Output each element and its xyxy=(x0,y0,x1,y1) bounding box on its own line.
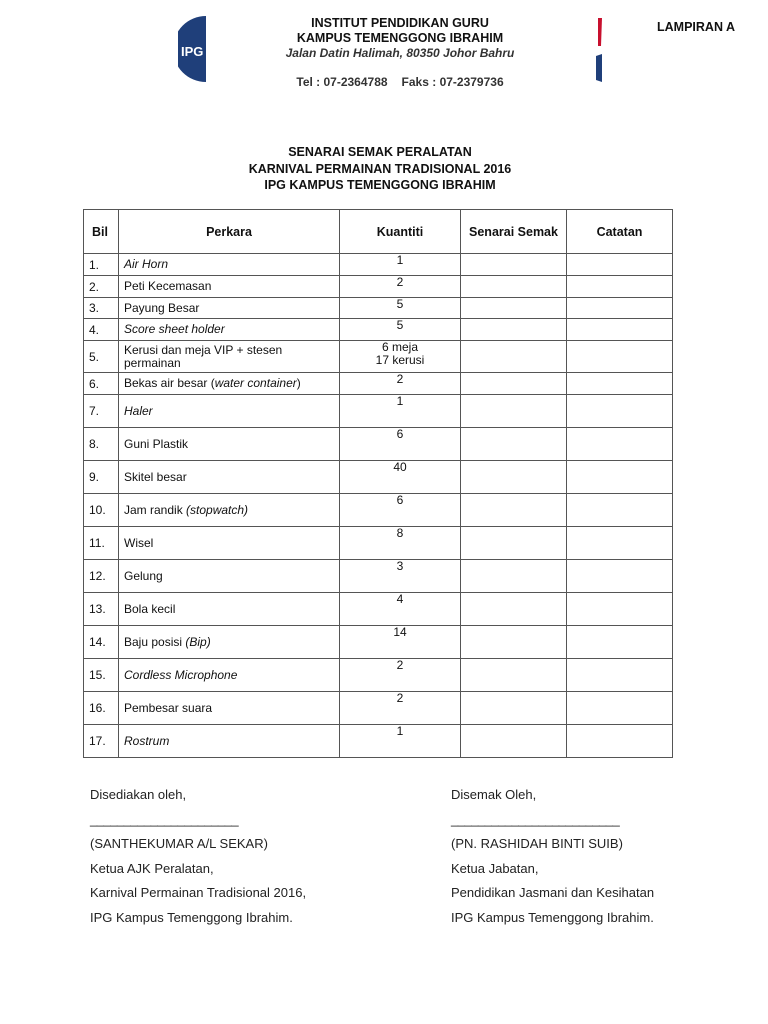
ipg-logo xyxy=(178,16,206,82)
table-row xyxy=(84,428,673,461)
check-cell[interactable] xyxy=(461,692,567,725)
item-name: Skitel besar xyxy=(119,461,340,494)
table-row xyxy=(84,494,673,527)
item-name: Guni Plastik xyxy=(119,428,340,461)
item-name: Bola kecil xyxy=(119,593,340,626)
quantity-chairs: 17 kerusi xyxy=(375,353,425,367)
institution-address: Jalan Datin Halimah, 80350 Johor Bahru xyxy=(285,46,515,60)
table-row xyxy=(84,341,673,373)
item-quantity: 5 xyxy=(340,319,461,341)
prepared-by-block xyxy=(90,783,306,931)
item-quantity: 6 xyxy=(340,494,461,527)
item-name: Gelung xyxy=(119,560,340,593)
table-row xyxy=(84,395,673,428)
table-row xyxy=(84,593,673,626)
table-row xyxy=(84,527,673,560)
check-cell[interactable] xyxy=(461,428,567,461)
item-quantity: 40 xyxy=(340,461,461,494)
header-senarai-semak: Senarai Semak xyxy=(461,210,567,254)
title-line-1: SENARAI SEMAK PERALATAN xyxy=(288,145,472,159)
item-name: Payung Besar xyxy=(119,298,340,319)
item-quantity xyxy=(340,341,461,373)
header-kuantiti: Kuantiti xyxy=(340,210,461,254)
item-name: Air Horn xyxy=(119,254,340,276)
item-quantity: 1 xyxy=(340,725,461,758)
checked-by-block xyxy=(451,783,654,931)
notes-cell[interactable] xyxy=(567,626,673,659)
checked-signature-line: _________________________ xyxy=(451,811,620,827)
row-number: 6. xyxy=(84,373,119,395)
contact-line xyxy=(230,75,570,90)
table-row xyxy=(84,298,673,319)
row-number: 15. xyxy=(84,659,119,692)
notes-cell[interactable] xyxy=(567,527,673,560)
item-name-italic: (stopwatch) xyxy=(186,502,249,517)
item-quantity: 2 xyxy=(340,692,461,725)
institution-header xyxy=(230,16,570,90)
table-row xyxy=(84,319,673,341)
check-cell[interactable] xyxy=(461,298,567,319)
item-name: Kerusi dan meja VIP + stesen permainan xyxy=(119,341,340,373)
check-cell[interactable] xyxy=(461,725,567,758)
table-row xyxy=(84,659,673,692)
row-number: 12. xyxy=(84,560,119,593)
notes-cell[interactable] xyxy=(567,461,673,494)
row-number: 14. xyxy=(84,626,119,659)
row-number: 7. xyxy=(84,395,119,428)
item-quantity: 2 xyxy=(340,373,461,395)
campus-name: KAMPUS TEMENGGONG IBRAHIM xyxy=(296,31,504,45)
item-name: Rostrum xyxy=(119,725,340,758)
item-name: Wisel xyxy=(119,527,340,560)
checked-by-org: IPG Kampus Temenggong Ibrahim. xyxy=(451,909,654,925)
check-cell[interactable] xyxy=(461,341,567,373)
item-quantity: 1 xyxy=(340,395,461,428)
notes-cell[interactable] xyxy=(567,494,673,527)
item-name xyxy=(119,373,340,395)
checked-by-name: (PN. RASHIDAH BINTI SUIB) xyxy=(451,836,623,852)
item-quantity: 5 xyxy=(340,298,461,319)
row-number: 10. xyxy=(84,494,119,527)
table-row xyxy=(84,692,673,725)
prepared-by-position: Ketua AJK Peralatan, xyxy=(90,860,214,876)
prepared-by-label: Disediakan oleh, xyxy=(90,787,187,802)
item-quantity: 4 xyxy=(340,593,461,626)
row-number: 4. xyxy=(84,319,119,341)
check-cell[interactable] xyxy=(461,659,567,692)
check-cell[interactable] xyxy=(461,494,567,527)
item-name-prefix: Baju posisi xyxy=(124,634,186,649)
item-name-italic: (Bip) xyxy=(185,634,211,649)
check-cell[interactable] xyxy=(461,593,567,626)
check-cell[interactable] xyxy=(461,560,567,593)
item-quantity: 2 xyxy=(340,276,461,298)
table-row xyxy=(84,725,673,758)
attachment-label: LAMPIRAN A xyxy=(657,20,736,34)
item-quantity: 6 xyxy=(340,428,461,461)
item-quantity: 8 xyxy=(340,527,461,560)
item-name: Haler xyxy=(119,395,340,428)
check-cell[interactable] xyxy=(461,319,567,341)
checked-by-label: Disemak Oleh, xyxy=(451,787,537,802)
item-name: Pembesar suara xyxy=(119,692,340,725)
notes-cell[interactable] xyxy=(567,692,673,725)
notes-cell[interactable] xyxy=(567,428,673,461)
notes-cell[interactable] xyxy=(567,341,673,373)
row-number: 13. xyxy=(84,593,119,626)
row-number: 5. xyxy=(84,341,119,373)
item-name xyxy=(119,494,340,527)
notes-cell[interactable] xyxy=(567,725,673,758)
title-line-3: IPG KAMPUS TEMENGGONG IBRAHIM xyxy=(264,178,496,192)
row-number: 16. xyxy=(84,692,119,725)
notes-cell[interactable] xyxy=(567,298,673,319)
check-cell[interactable] xyxy=(461,276,567,298)
item-quantity: 2 xyxy=(340,659,461,692)
check-cell[interactable] xyxy=(461,626,567,659)
check-cell[interactable] xyxy=(461,395,567,428)
table-row xyxy=(84,373,673,395)
table-row xyxy=(84,560,673,593)
notes-cell[interactable] xyxy=(567,593,673,626)
item-quantity: 14 xyxy=(340,626,461,659)
emblem-logo xyxy=(596,16,606,82)
header-perkara: Perkara xyxy=(119,210,340,254)
row-number: 2. xyxy=(84,276,119,298)
notes-cell[interactable] xyxy=(567,276,673,298)
checked-by-position: Ketua Jabatan, xyxy=(451,860,539,876)
check-cell[interactable] xyxy=(461,461,567,494)
notes-cell[interactable] xyxy=(567,395,673,428)
notes-cell[interactable] xyxy=(567,373,673,395)
quantity-tables: 6 meja xyxy=(381,340,419,354)
fax: Faks : 07-2379736 xyxy=(401,75,504,89)
prepared-by-name: (SANTHEKUMAR A/L SEKAR) xyxy=(90,836,268,852)
equipment-checklist-table xyxy=(83,209,673,758)
item-quantity: 3 xyxy=(340,560,461,593)
item-name-suffix: ) xyxy=(296,376,301,390)
row-number: 9. xyxy=(84,461,119,494)
check-cell[interactable] xyxy=(461,254,567,276)
check-cell[interactable] xyxy=(461,373,567,395)
document-title xyxy=(150,144,610,194)
notes-cell[interactable] xyxy=(567,659,673,692)
item-name-prefix: Jam randik xyxy=(124,502,187,517)
header-bil: Bil xyxy=(84,210,119,254)
prepared-by-event: Karnival Permainan Tradisional 2016, xyxy=(90,885,307,901)
prepared-signature-line: ______________________ xyxy=(90,811,239,827)
notes-cell[interactable] xyxy=(567,319,673,341)
table-row xyxy=(84,461,673,494)
table-row xyxy=(84,276,673,298)
table-row xyxy=(84,626,673,659)
item-name xyxy=(119,626,340,659)
notes-cell[interactable] xyxy=(567,560,673,593)
check-cell[interactable] xyxy=(461,527,567,560)
institution-name: INSTITUT PENDIDIKAN GURU xyxy=(311,16,489,30)
row-number: 3. xyxy=(84,298,119,319)
row-number: 11. xyxy=(84,527,119,560)
item-name-italic: water container xyxy=(214,376,297,390)
row-number: 1. xyxy=(84,254,119,276)
item-name-prefix: Bekas air besar ( xyxy=(124,376,215,390)
title-line-2: KARNIVAL PERMAINAN TRADISIONAL 2016 xyxy=(248,161,512,176)
prepared-by-org: IPG Kampus Temenggong Ibrahim. xyxy=(90,909,293,925)
table-header-row xyxy=(84,210,673,254)
item-name: Cordless Microphone xyxy=(119,659,340,692)
row-number: 17. xyxy=(84,725,119,758)
table-row xyxy=(84,254,673,276)
checked-by-dept: Pendidikan Jasmani dan Kesihatan xyxy=(451,885,655,901)
telephone: Tel : 07-2364788 xyxy=(296,75,388,89)
item-name: Score sheet holder xyxy=(119,319,340,341)
row-number: 8. xyxy=(84,428,119,461)
item-name: Peti Kecemasan xyxy=(119,276,340,298)
item-quantity: 1 xyxy=(340,254,461,276)
notes-cell[interactable] xyxy=(567,254,673,276)
ipg-logo-text: IPG xyxy=(181,44,204,59)
header-catatan: Catatan xyxy=(567,210,673,254)
